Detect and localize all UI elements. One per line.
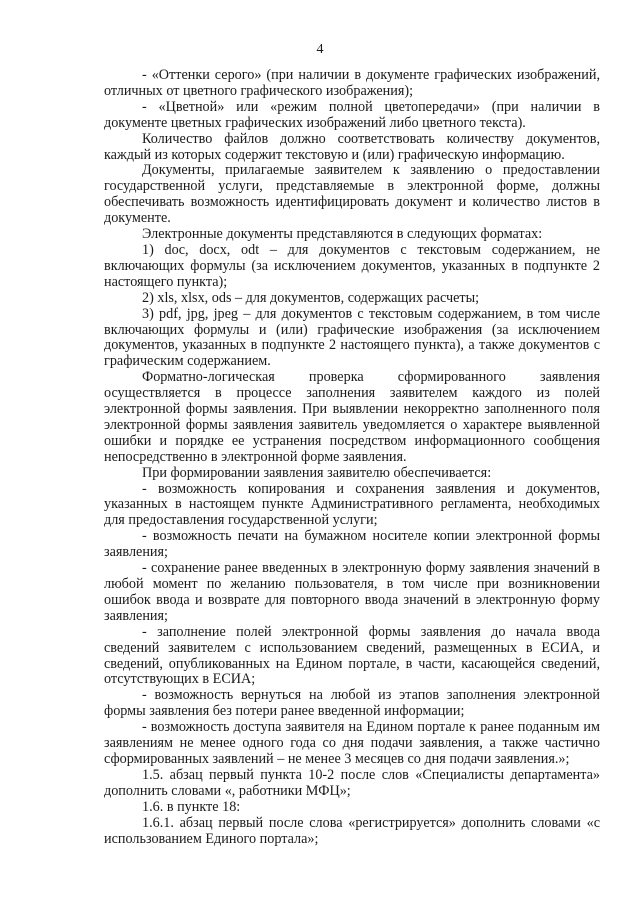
paragraph: - сохранение ранее введенных в электронную форму заявления значений в любой момент по желанию пользователя, в том числе при возникновении ошибок ввода и возврате для повторного ввода значений в электронную форму заявления; [104,560,600,624]
paragraph: 1.5. абзац первый пункта 10-2 после слов «Специалисты департамента» дополнить словами «, работники МФЦ»; [104,766,600,799]
paragraph: Электронные документы представляются в следующих форматах: [142,226,543,243]
paragraph: - заполнение полей электронной формы заявления до начала ввода сведений заявителем с использованием сведений, размещенных в ЕСИА, и сведений, опубликованных на Едином портале, в части, касающейся сведений, отсутствующих в ЕСИА; [104,623,600,688]
paragraph: Документы, прилагаемые заявителем к заявлению о предоставлении государственной услуги, представляемые в электронной форме, должны обеспечивать возможность идентифицировать документ и количество листов в документе. [104,162,600,227]
page-number: 4 [316,42,324,57]
paragraph: Количество файлов должно соответствовать количеству документов, каждый из которых содержит текстовую и (или) графическую информацию. [104,130,600,163]
paragraph: 1) doc, docx, odt – для документов с текстовым содержанием, не включающих формулы (за исключением документов, указанных в подпункте 2 настоящего пункта); [104,241,600,290]
paragraph: - возможность копирования и сохранения заявления и документов, указанных в настоящем пункте Административного регламента, необходимых для предоставления государственной услуги; [104,480,600,529]
paragraph: - возможность вернуться на любой из этапов заполнения электронной формы заявления без потери ранее введенной информации; [104,687,600,720]
paragraph: - «Оттенки серого» (при наличии в документе графических изображений, отличных от цветного графического изображения); [104,67,600,99]
paragraph: 1.6.1. абзац первый после слова «регистрируется» дополнить словами «с использованием Единого портала»; [104,814,600,847]
paragraph: 1.6. в пункте 18: [142,798,241,815]
paragraph: - «Цветной» или «режим полной цветопередачи» (при наличии в документе цветных графических изображений либо цветного текста). [104,98,600,131]
paragraph: - возможность печати на бумажном носителе копии электронной формы заявления; [104,528,600,561]
document-body [104,68,600,847]
paragraph: 3) pdf, jpg, jpeg – для документов с текстовым содержанием, в том числе включающих формулы и (или) графические изображения (за исключением документов, указанных в подпункте 2 настоящего пункта), а также документов с графическим содержанием. [104,305,600,370]
paragraph: 2) xls, xlsx, ods – для документов, содержащих расчеты; [142,289,480,306]
paragraph: При формировании заявления заявителю обеспечивается: [142,464,492,481]
paragraph: - возможность доступа заявителя на Едином портале к ранее поданным им заявлениям не менее одного года со дня подачи заявления, а также частично сформированных заявлений – не менее 3 месяцев со дня подачи заявления.»; [104,719,600,767]
paragraph: Форматно-логическая проверка сформированного заявления осуществляется в процессе заполнения заявителем каждого из полей электронной формы заявления. При выявлении некорректно заполненного поля электронной формы заявления заявитель уведомляется о характере выявленной ошибки и порядке ее устранения посредством информационного сообщения непосредственно в электронной форме заявления. [104,369,600,465]
